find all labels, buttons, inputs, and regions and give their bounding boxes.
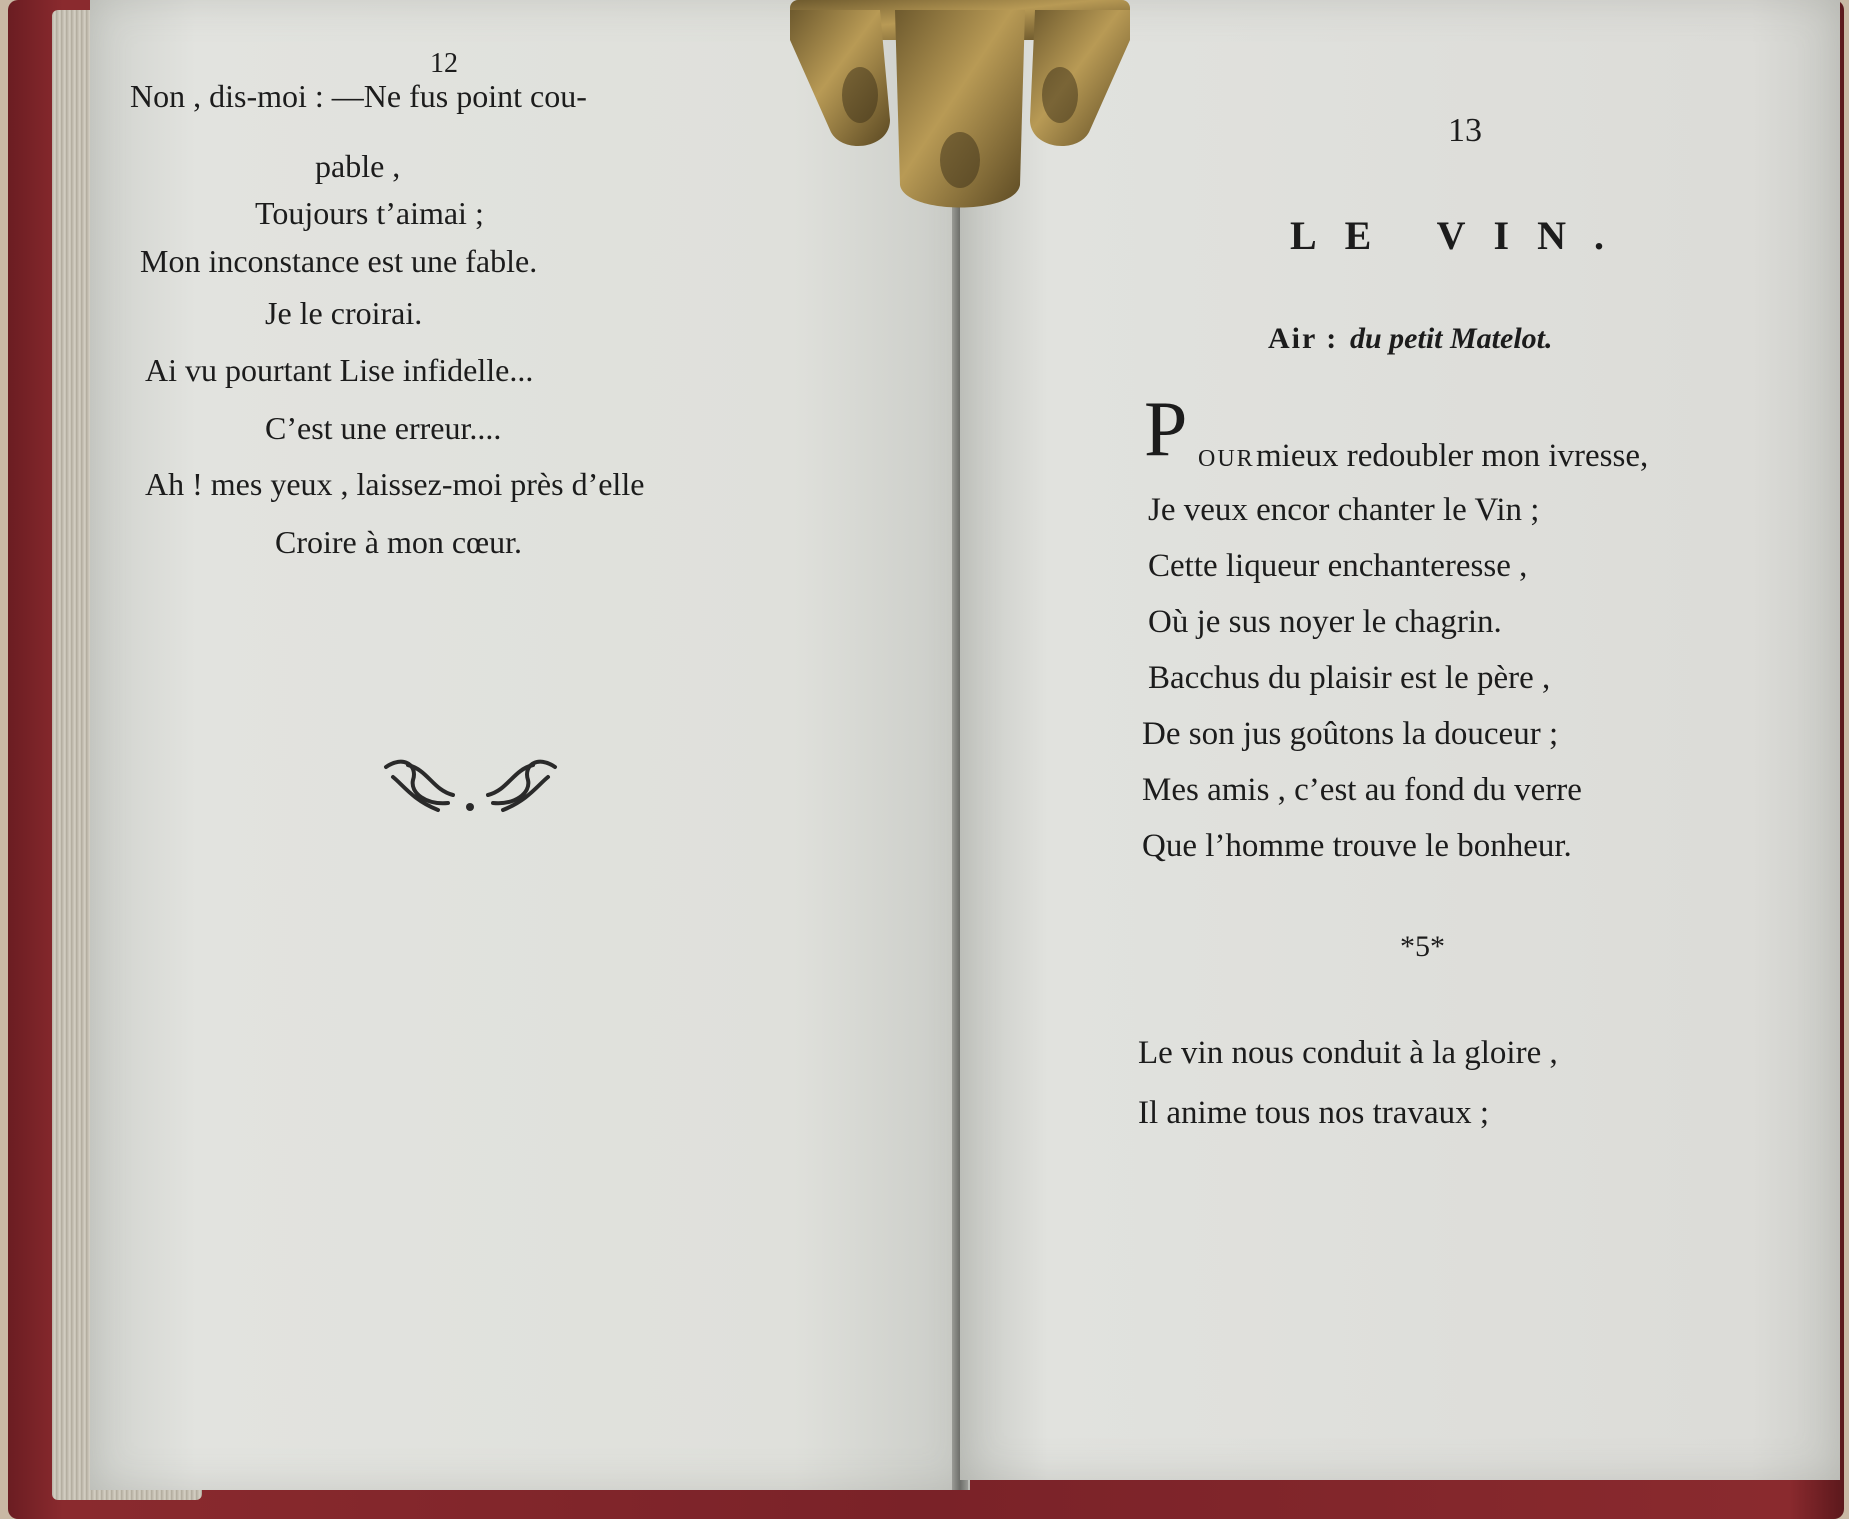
stanza1-line-6: De son jus goûtons la douceur ; [1142, 716, 1559, 752]
left-line-7: C’est une erreur.... [265, 410, 502, 446]
right-page-number: 13 [1448, 112, 1482, 149]
left-page-number: 12 [430, 48, 458, 79]
left-line-2: pable , [315, 148, 401, 184]
right-page [960, 0, 1840, 1480]
first-line-smallcaps: OUR [1198, 446, 1255, 472]
left-line-3: Toujours t’aimai ; [255, 195, 484, 231]
first-line-rest: mieux redoubler mon ivresse, [1256, 438, 1649, 474]
air-label: Air : [1268, 322, 1339, 355]
stanza1-line-7: Mes amis , c’est au fond du verre [1142, 772, 1582, 808]
brass-clasp [770, 0, 1150, 210]
left-line-9: Croire à mon cœur. [275, 524, 523, 560]
open-book [30, 0, 1830, 1500]
stanza1-line-8: Que l’homme trouve le bonheur. [1142, 828, 1572, 864]
left-line-1: Non , dis-moi : —Ne fus point cou- [130, 78, 587, 114]
left-line-8: Ah ! mes yeux , laissez-moi près d’elle [145, 466, 645, 502]
stanza2-line-2: Il anime tous nos travaux ; [1138, 1095, 1490, 1131]
air-tune: du petit Matelot. [1350, 322, 1553, 355]
left-line-5: Je le croirai. [265, 295, 423, 331]
stanza2-line-1: Le vin nous conduit à la gloire , [1138, 1035, 1558, 1071]
stanza1-line-4: Où je sus noyer le chagrin. [1148, 604, 1502, 640]
stanza1-line-3: Cette liqueur enchanteresse , [1148, 548, 1528, 584]
drop-cap: P [1144, 385, 1188, 472]
stanza-separator: *5* [1400, 930, 1445, 963]
left-line-4: Mon inconstance est une fable. [140, 243, 538, 279]
poem-title: LE VIN. [1290, 213, 1632, 258]
left-line-6: Ai vu pourtant Lise infidelle... [145, 352, 534, 388]
stanza1-line-2: Je veux encor chanter le Vin ; [1148, 492, 1540, 528]
fleuron-ornament [378, 755, 563, 820]
stanza1-line-5: Bacchus du plaisir est le père , [1148, 660, 1551, 696]
left-page [90, 0, 970, 1490]
